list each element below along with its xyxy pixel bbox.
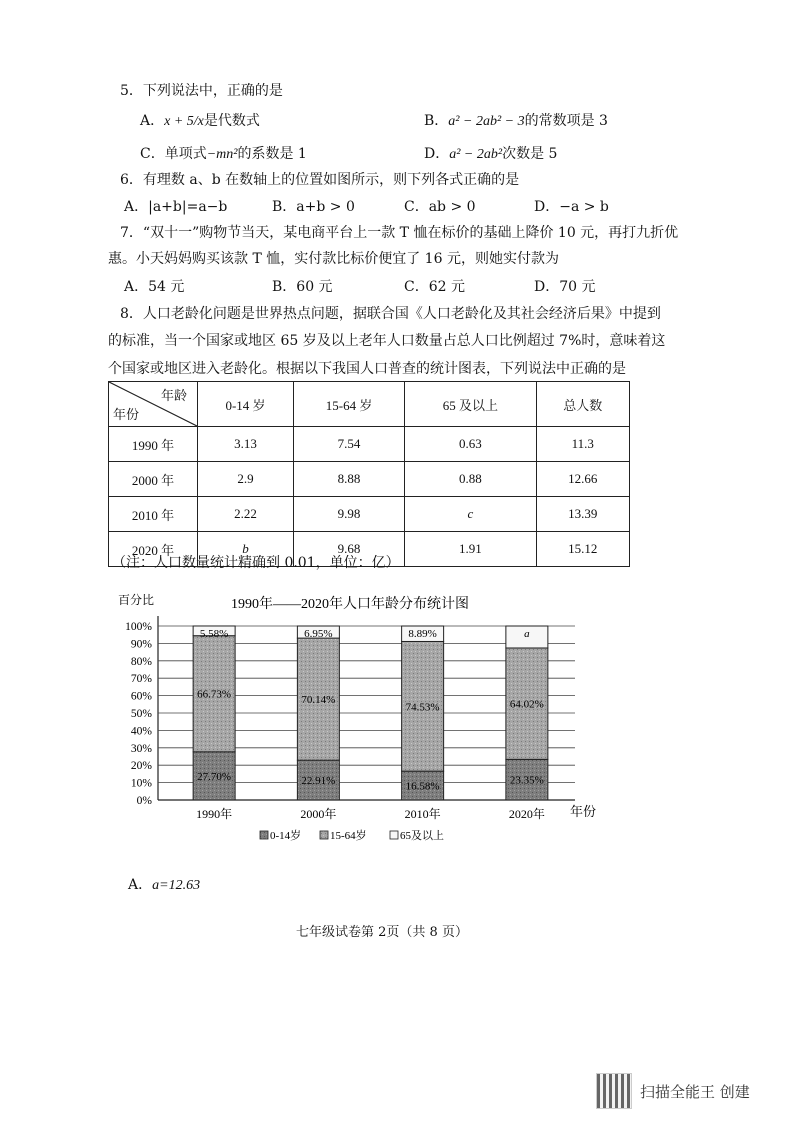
q5-a-math: x + 5/x xyxy=(164,114,204,129)
bar-data-label: 66.73% xyxy=(197,688,232,701)
q7-line2: 惠。小天妈妈购买该款 T 恤，实付款比标价便宜了 16 元，则她实付款为 xyxy=(108,251,559,267)
q6-option-a: A．|a+b|=a−b xyxy=(124,199,228,215)
q7-option-d: D．70 元 xyxy=(534,279,596,295)
bar-data-label: 74.53% xyxy=(405,701,440,714)
table-cell: 9.68 xyxy=(293,532,404,567)
q5-option-d xyxy=(424,143,557,163)
y-tick-label: 60% xyxy=(130,690,152,703)
table-cell: 12.66 xyxy=(536,462,629,497)
legend-label: 15-64岁 xyxy=(330,830,367,842)
bar-data-label: 64.02% xyxy=(509,698,544,711)
x-tick-label: 2020年 xyxy=(508,807,545,821)
q5-d-text: 次数是 5 xyxy=(502,146,558,162)
table-cell: 2.9 xyxy=(198,462,294,497)
age-distribution-chart xyxy=(100,588,620,856)
table-cell-year: 2010 年 xyxy=(109,497,198,532)
table-cell: 3.13 xyxy=(198,427,294,462)
q5-a-label: A． xyxy=(140,113,165,129)
q5-c-math: −mn² xyxy=(206,147,238,162)
table-cell-year: 1990 年 xyxy=(109,427,198,462)
bar-data-label: 16.58% xyxy=(405,780,440,793)
y-tick-label: 40% xyxy=(130,725,152,738)
q5-a-text: 是代数式 xyxy=(203,113,260,129)
table-cell: c xyxy=(405,497,536,532)
q5-b-label: B． xyxy=(424,113,449,129)
q5-d-math: a² − 2ab² xyxy=(449,147,503,162)
table-row xyxy=(109,497,630,532)
table-cell: 11.3 xyxy=(536,427,629,462)
q5-option-b xyxy=(424,110,608,130)
q5-d-label: D． xyxy=(424,146,450,162)
q6-option-c: C．ab > 0 xyxy=(404,199,476,215)
chart-x-label: 年份 xyxy=(570,804,597,819)
bar-data-label: 27.70% xyxy=(197,770,232,783)
chart-y-label: 百分比 xyxy=(118,593,155,607)
population-table xyxy=(108,381,630,567)
table-cell: 0.88 xyxy=(405,462,536,497)
y-tick-label: 90% xyxy=(130,638,152,651)
qr-code-icon xyxy=(596,1073,632,1109)
q5-b-math: a² − 2ab² − 3 xyxy=(448,114,525,129)
table-cell: 15.12 xyxy=(536,532,629,567)
y-tick-label: 10% xyxy=(130,777,152,790)
y-tick-label: 0% xyxy=(136,795,152,807)
q5-stem: 5．下列说法中，正确的是 xyxy=(120,83,283,99)
q5-option-a xyxy=(140,110,260,130)
table-cell: b xyxy=(198,532,294,567)
q5-c-text: 的系数是 1 xyxy=(237,146,307,162)
x-tick-label: 2010年 xyxy=(404,807,441,821)
corner-top-label: 年龄 xyxy=(160,388,187,403)
bar-data-label: 70.14% xyxy=(301,694,336,707)
y-tick-label: 20% xyxy=(130,760,152,773)
q8-line2: 的标准，当一个国家或地区 65 岁及以上老年人口数量占总人口比例超过 7%时，意味着这 xyxy=(108,333,666,349)
y-tick-label: 70% xyxy=(130,673,152,686)
q7-line1: 7．“双十一”购物节当天，某电商平台上一款 T 恤在标价的基础上降价 10 元，再打九折优 xyxy=(120,225,679,241)
table-cell-year: 2000 年 xyxy=(109,462,198,497)
scanner-watermark xyxy=(596,1073,776,1109)
q5-option-c xyxy=(140,143,307,163)
table-row xyxy=(109,462,630,497)
bar-data-label: a xyxy=(524,628,530,640)
table-cell: 9.98 xyxy=(293,497,404,532)
x-tick-label: 1990年 xyxy=(196,807,233,821)
legend-swatch xyxy=(260,831,268,839)
table-cell: 13.39 xyxy=(536,497,629,532)
corner-bottom-label: 年份 xyxy=(113,407,140,422)
bar-data-label: 8.89% xyxy=(408,628,437,640)
legend-swatch xyxy=(390,831,398,839)
q7-option-c: C．62 元 xyxy=(404,279,465,295)
bar-data-label: 5.58% xyxy=(199,627,229,640)
table-header: 15-64 岁 xyxy=(293,382,404,427)
table-cell: 1.91 xyxy=(405,532,536,567)
q7-option-a: A．54 元 xyxy=(124,279,185,295)
table-row xyxy=(109,427,630,462)
table-header: 总人数 xyxy=(536,382,629,427)
q8-option-a xyxy=(128,874,200,894)
q8-a-label: A． xyxy=(128,877,153,893)
legend-label: 0-14岁 xyxy=(270,830,302,842)
table-cell: 8.88 xyxy=(293,462,404,497)
q6-option-d: D．−a > b xyxy=(534,199,609,215)
table-header: 0-14 岁 xyxy=(198,382,294,427)
table-header-row xyxy=(109,382,630,427)
table-header: 65 及以上 xyxy=(405,382,536,427)
table-corner-cell xyxy=(109,382,198,427)
q5-b-text: 的常数项是 3 xyxy=(524,113,608,129)
q5-c-label: C．单项式 xyxy=(140,146,207,162)
y-tick-label: 80% xyxy=(130,655,152,668)
table-note: （注：人口数量统计精确到 0.01，单位：亿） xyxy=(112,555,400,571)
table-cell: 2.22 xyxy=(198,497,294,532)
q7-option-b: B．60 元 xyxy=(272,279,333,295)
y-tick-label: 30% xyxy=(130,742,152,755)
chart-title: 1990年——2020年人口年龄分布统计图 xyxy=(231,597,469,612)
bar-data-label: 6.95% xyxy=(304,628,333,640)
table-cell: 7.54 xyxy=(293,427,404,462)
q8-line3: 个国家或地区进入老龄化。根据以下我国人口普查的统计图表，下列说法中正确的是 xyxy=(108,361,626,377)
page-footer: 七年级试卷第 2页（共 8 页） xyxy=(296,925,468,940)
y-tick-label: 50% xyxy=(130,708,152,720)
q6-option-b: B．a+b > 0 xyxy=(272,199,355,215)
bar-data-label: 23.35% xyxy=(509,774,544,787)
x-tick-label: 2000年 xyxy=(300,807,337,821)
q6-stem: 6．有理数 a、b 在数轴上的位置如图所示，则下列各式正确的是 xyxy=(120,172,520,188)
y-tick-label: 100% xyxy=(125,621,152,633)
q8-a-math: a=12.63 xyxy=(152,878,201,893)
table-cell-year: 2020 年 xyxy=(109,532,198,567)
watermark-text: 扫描全能王 创建 xyxy=(640,1083,750,1101)
bar-data-label: 22.91% xyxy=(301,775,336,788)
legend-swatch xyxy=(320,831,328,839)
legend-label: 65及以上 xyxy=(400,830,444,842)
table-cell: 0.63 xyxy=(405,427,536,462)
q8-line1: 8．人口老龄化问题是世界热点问题，据联合国《人口老龄化及其社会经济后果》中提到 xyxy=(120,306,661,322)
